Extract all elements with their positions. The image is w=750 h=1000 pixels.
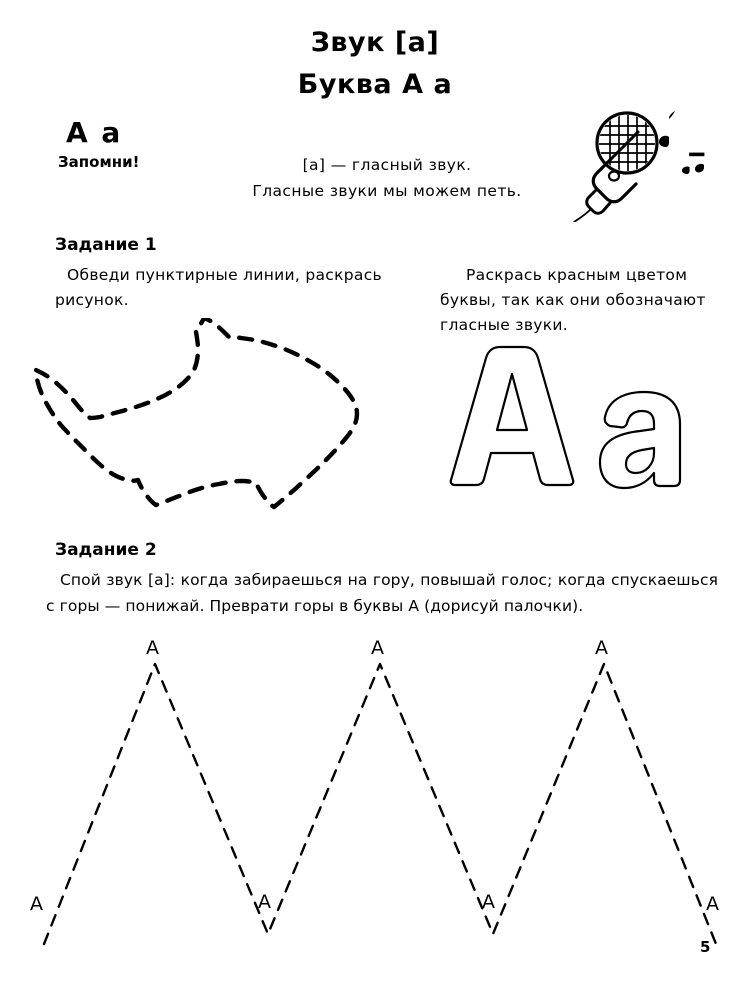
zigzag-mountains-drawing[interactable] — [18, 636, 734, 956]
page-title — [0, 22, 750, 106]
title-letter-upper: А — [402, 69, 424, 100]
title-line-sound: Звук [а] — [310, 27, 440, 58]
zigzag-label: А — [482, 891, 495, 913]
letters-outline-drawing[interactable] — [448, 340, 728, 518]
task1-heading: Задание 1 — [55, 235, 157, 255]
memo-text-line1: [а] — гласный звук. — [302, 156, 472, 174]
task1-instruction-right: Раскрась красным цветом буквы, так как они обозначают гласные звуки. — [440, 266, 706, 334]
task2-instruction: Спой звук [а]: когда забираешься на гору, повышай голос; когда спускаешься с горы — понижай. Преврати горы в буквы А (дорисуй палочки). — [46, 571, 718, 615]
zigzag-label: А — [258, 891, 271, 913]
microphone-illustration — [528, 104, 728, 222]
zigzag-icon[interactable] — [18, 636, 734, 956]
page-number: 5 — [700, 938, 711, 956]
title-line-letter — [0, 64, 750, 106]
letter-upper-a-outline[interactable] — [451, 347, 574, 485]
task1-instruction: Обведи пунктирные линии, раскрась рисунок. — [55, 266, 382, 309]
microphone-icon — [528, 104, 728, 222]
letters-to-color[interactable] — [448, 340, 728, 518]
memo-text-line2: Гласные звуки мы можем петь. — [252, 182, 522, 200]
zigzag-label: А — [146, 637, 159, 659]
shark-dotted-drawing — [28, 318, 420, 514]
memo-remember-label: Запомни! — [58, 153, 140, 171]
letter-lower-a-outline[interactable] — [600, 392, 680, 488]
zigzag-label: А — [706, 893, 719, 915]
zigzag-label: А — [371, 637, 384, 659]
memo-letters: А а — [66, 116, 123, 149]
music-note-icon — [659, 111, 675, 147]
memo-text — [222, 152, 552, 204]
zigzag-label: А — [30, 893, 43, 915]
task2-heading: Задание 2 — [55, 540, 157, 560]
title-letter-word: Буква — [297, 69, 393, 100]
shark-icon — [28, 318, 420, 514]
music-note-beamed-icon — [682, 153, 704, 174]
zigzag-label: А — [595, 637, 608, 659]
title-letter-lower: а — [433, 69, 453, 100]
